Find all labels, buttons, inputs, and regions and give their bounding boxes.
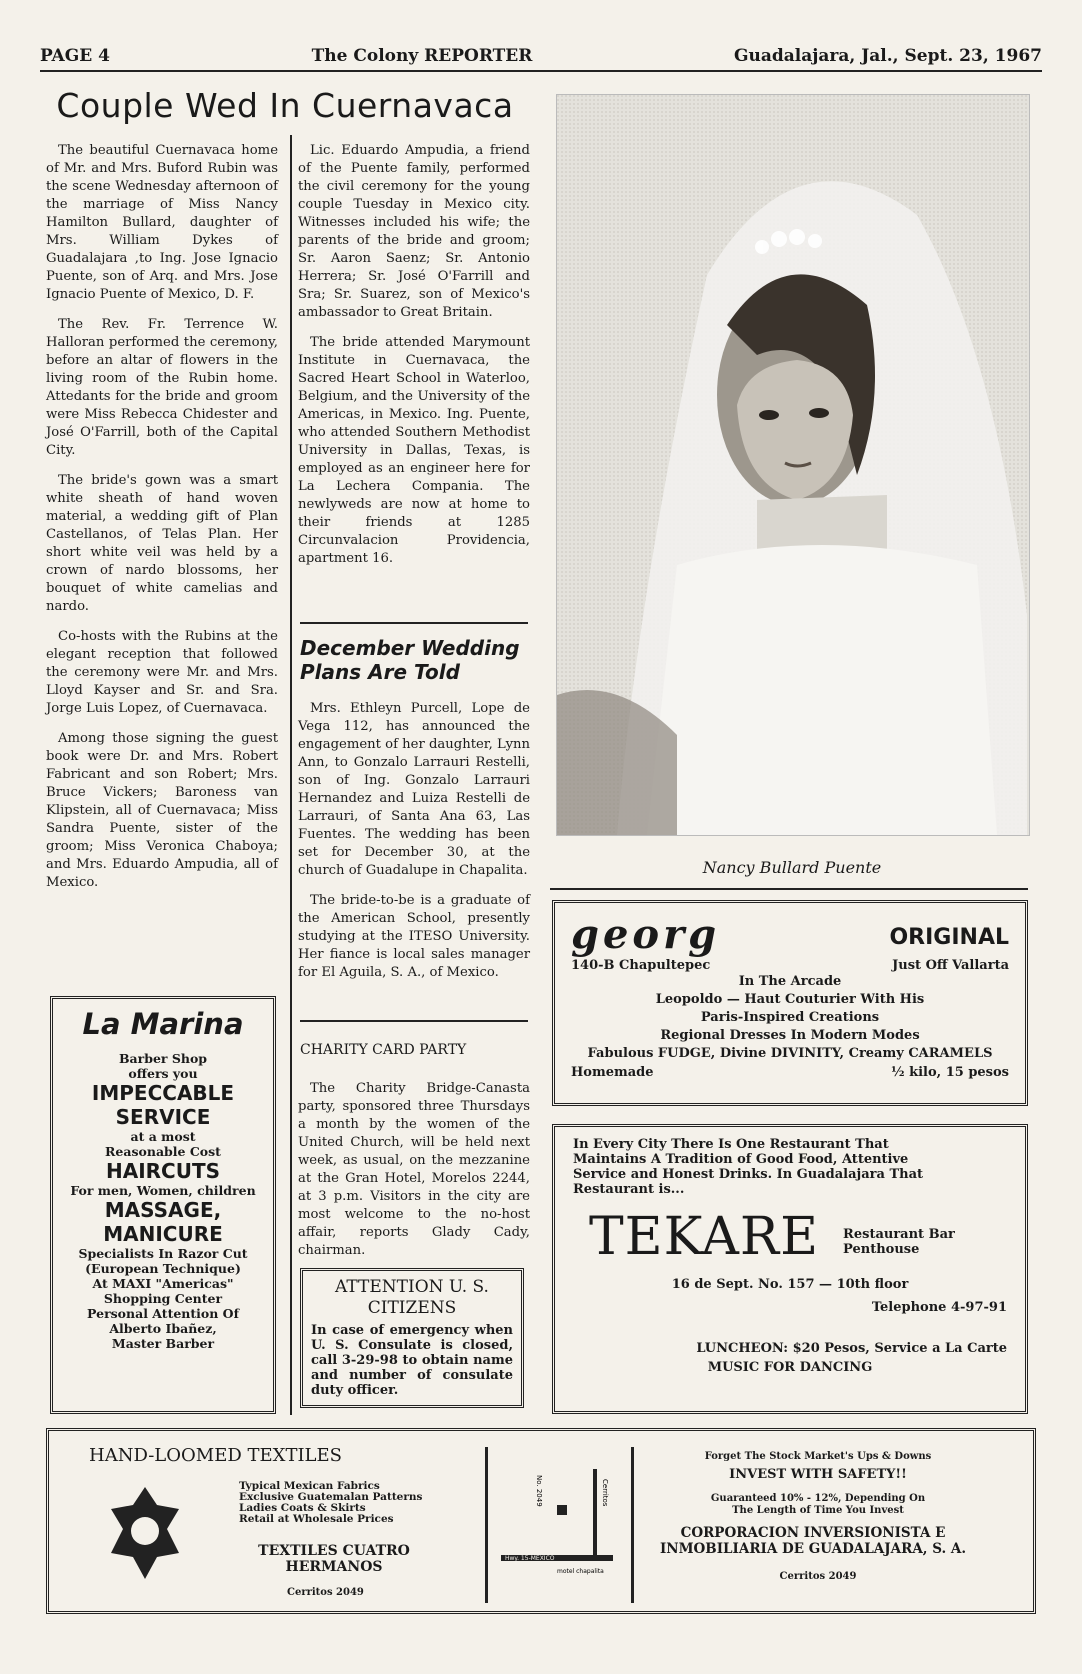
textiles-lines: [239, 1481, 422, 1525]
december-paragraph: Mrs. Ethleyn Purcell, Lope de Vega 112, has announced the engagement of her daughter, Lynn Ann, to Gonzalo Larrauri Restelli, son of Ing. Gonzalo Larrauri Hernandez and Luiza Restelli de Larrauri, of Santa Ana 63, Las Fuentes. The wedding has been set for December 30, at the church of Guadalupe in Chapalita.: [298, 701, 530, 878]
photo-caption: Nancy Bullard Puente: [702, 858, 882, 877]
tekare-music: MUSIC FOR DANCING: [707, 1360, 873, 1375]
crest-icon: [105, 1483, 185, 1583]
section-divider: [300, 622, 528, 624]
corp-line-3: Guaranteed 10% - 12%, Depending On: [710, 1493, 926, 1504]
corp-name-1: CORPORACION INVERSIONISTA E: [680, 1525, 946, 1541]
charity-text: The Charity Bridge-Canasta party, sponsored three Thursdays a month by the women of the United Church, will be held next week, as usual, on the mezzanine at the Gran Hotel, Morelos 2244, at 3 p.m. Visitors in the city are most welcome to the no-host affair, reports Glady Cady, chairman.: [298, 1081, 530, 1258]
article-paragraph: The beautiful Cuernavaca home of Mr. and Mrs. Buford Rubin was the scene Wednesday afternoon of the marriage of Miss Nancy Hamilton Bullard, daughter of Mrs. William Dykes of Guadalajara ,to Ing. Jose Ignacio Puente, son of Arq. and Mrs. Jose Ignacio Puente of Mexico, D. F.: [46, 143, 278, 302]
corp-line-1: Forget The Stock Market's Ups & Downs: [704, 1451, 932, 1462]
textiles-title: HAND-LOOMED TEXTILES: [89, 1445, 342, 1466]
map-motel-label: motel chapalita: [557, 1568, 604, 1575]
la-marina-line: Master Barber: [111, 1336, 215, 1351]
map-street-label: Cerritos: [601, 1479, 609, 1507]
charity-article: [298, 1080, 530, 1272]
textiles-name-2: HERMANOS: [285, 1559, 383, 1575]
tekare-intro: In Every City There Is One Restaurant That Maintains A Tradition of Good Food, Attentive Service and Honest Drinks. In Guadalajara That Restaurant is...: [573, 1137, 924, 1197]
textiles-line: Retail at Wholesale Prices: [239, 1513, 394, 1525]
corp-name-2: INMOBILIARIA DE GUADALAJARA, S. A.: [659, 1541, 967, 1557]
tekare-name: TEKARE: [589, 1207, 820, 1267]
article-paragraph: The Rev. Fr. Terrence W. Halloran performed the ceremony, before an altar of flowers in the living room of the Rubin home. Attedants for the bride and groom were Miss Rebecca Chidester and José O'Farrill, both of the Capital City.: [46, 317, 278, 458]
map-road-label: Hwy. 15-MEXICO: [505, 1555, 555, 1562]
masthead: [40, 40, 1042, 72]
december-headline: December Wedding Plans Are Told: [300, 636, 520, 684]
la-marina-line: MASSAGE,: [104, 1198, 222, 1222]
attention-box: [300, 1268, 524, 1408]
december-paragraph: The bride-to-be is a graduate of the American School, presently studying at the ITESO University. Her fiance is local sales manager for El Aguila, S. A., of Mexico.: [298, 893, 530, 980]
georg-off: Just Off Vallarta: [892, 958, 1009, 973]
charity-headline: CHARITY CARD PARTY: [300, 1042, 467, 1058]
textiles-name-1: TEXTILES CUATRO: [258, 1543, 410, 1559]
bottom-banner: [46, 1428, 1036, 1614]
georg-homemade: Homemade: [571, 1065, 654, 1080]
tekare-phone: Telephone 4-97-91: [871, 1300, 1007, 1315]
corp-line-4: The Length of Time You Invest: [732, 1505, 904, 1516]
la-marina-line: Reasonable Cost: [105, 1144, 221, 1159]
georg-line: In The Arcade: [738, 974, 842, 989]
la-marina-lines: [57, 1051, 269, 1351]
georg-price: ½ kilo, 15 pesos: [891, 1065, 1009, 1080]
tekare-luncheon: LUNCHEON: $20 Pesos, Service a La Carte: [696, 1341, 1007, 1356]
georg-lines: [571, 973, 1009, 1063]
la-marina-line: IMPECCABLE: [91, 1081, 235, 1105]
la-marina-line: Barber Shop: [118, 1051, 208, 1066]
la-marina-line: offers you: [128, 1066, 198, 1081]
article-paragraph: Co-hosts with the Rubins at the elegant reception that followed the ceremony were Mr. and Mrs. Lloyd Kayser and Sr. and Sra. Jorge Luis Lopez, of Cuernavaca.: [46, 629, 278, 716]
textiles-line: Ladies Coats & Skirts: [239, 1502, 366, 1514]
georg-line: Leopoldo — Haut Couturier With His: [655, 992, 925, 1007]
page-number: PAGE 4: [40, 46, 110, 66]
corp-address: Cerritos 2049: [779, 1571, 857, 1582]
georg-ad: [552, 900, 1028, 1106]
georg-line: Regional Dresses In Modern Modes: [660, 1028, 920, 1043]
la-marina-ad: [50, 996, 276, 1414]
article-column-2: [298, 142, 530, 580]
la-marina-line: SERVICE: [115, 1105, 211, 1129]
la-marina-line: HAIRCUTS: [105, 1159, 221, 1183]
attention-title: ATTENTION U. S. CITIZENS: [335, 1277, 489, 1318]
la-marina-line: (European Technique): [85, 1261, 241, 1276]
textiles-address: Cerritos 2049: [287, 1587, 364, 1598]
article-paragraph: The bride attended Marymount Institute in Cuernavaca, the Sacred Heart School in Waterloo, Belgium, and the University of the Americas, in Mexico. Ing. Puente, who attended Southern Methodist University in Dallas, Texas, is employed as an engineer here for La Lechera Compania. The newlyweds are now at home to their friends at 1285 Circunvalacion Providencia, apartment 16.: [298, 335, 530, 566]
dateline: Guadalajara, Jal., Sept. 23, 1967: [734, 46, 1042, 66]
article-column-1: [46, 142, 278, 904]
corp-line-2: INVEST WITH SAFETY!!: [729, 1467, 907, 1482]
textiles-line: Exclusive Guatemalan Patterns: [239, 1491, 423, 1503]
la-marina-line: Personal Attention Of: [87, 1306, 239, 1321]
location-map: [497, 1465, 617, 1585]
la-marina-line: MANICURE: [103, 1222, 223, 1246]
bride-portrait-image: [557, 95, 1029, 835]
la-marina-line: Shopping Center: [103, 1291, 223, 1306]
banner-rule: [485, 1447, 488, 1603]
paper-name: The Colony REPORTER: [311, 46, 533, 66]
map-number-label: No. 2049: [535, 1475, 543, 1507]
georg-line: Paris-Inspired Creations: [700, 1010, 880, 1025]
attention-text: In case of emergency when U. S. Consulate is closed, call 3-29-98 to obtain name and number of consulate duty officer.: [311, 1323, 513, 1398]
la-marina-line: For men, Women, children: [70, 1183, 256, 1198]
georg-address: 140-B Chapultepec: [571, 958, 711, 973]
article-headline: Couple Wed In Cuernavaca: [56, 86, 514, 125]
december-article: [298, 700, 530, 994]
georg-line: Fabulous FUDGE, Divine DIVINITY, Creamy CARAMELS: [587, 1046, 993, 1061]
georg-logo: georg: [571, 911, 721, 958]
georg-original: ORIGINAL: [889, 925, 1009, 950]
la-marina-line: at a most: [130, 1129, 196, 1144]
column-rule: [290, 135, 292, 1415]
tekare-tag: Restaurant Bar Penthouse: [843, 1227, 955, 1257]
la-marina-line: Specialists In Razor Cut: [78, 1246, 248, 1261]
la-marina-line: Alberto Ibañez,: [109, 1321, 217, 1336]
tekare-address: 16 de Sept. No. 157 — 10th floor: [671, 1277, 909, 1292]
section-divider: [300, 1020, 528, 1022]
la-marina-line: At MAXI "Americas": [92, 1276, 234, 1291]
article-paragraph: Lic. Eduardo Ampudia, a friend of the Puente family, performed the civil ceremony for the young couple Tuesday in Mexico city. Witnesses included his wife; the parents of the bride and groom; Sr. Aaron Saenz; Sr. Antonio Herrera; Sr. José O'Farrill and Sra; Sr. Suarez, son of Mexico's ambassador to Great Britain.: [298, 143, 530, 320]
textiles-line: Typical Mexican Fabrics: [239, 1480, 380, 1492]
la-marina-name: La Marina: [82, 1007, 244, 1041]
tekare-ad: [552, 1124, 1028, 1414]
section-divider: [550, 888, 1028, 890]
article-paragraph: Among those signing the guest book were Dr. and Mrs. Robert Fabricant and son Robert; Mrs. Bruce Vickers; Baroness van Klipstein, all of Cuernavaca; Miss Sandra Puente, sister of the groom; Miss Veronica Chaboya; and Mrs. Eduardo Ampudia, all of Mexico.: [46, 731, 278, 890]
bride-photo: [556, 94, 1030, 836]
article-paragraph: The bride's gown was a smart white sheath of hand woven material, a wedding gift of Plan Castellanos, of Telas Plan. Her short white veil was held by a crown of nardo blossoms, her bouquet of white camelias and nardo.: [46, 473, 278, 614]
